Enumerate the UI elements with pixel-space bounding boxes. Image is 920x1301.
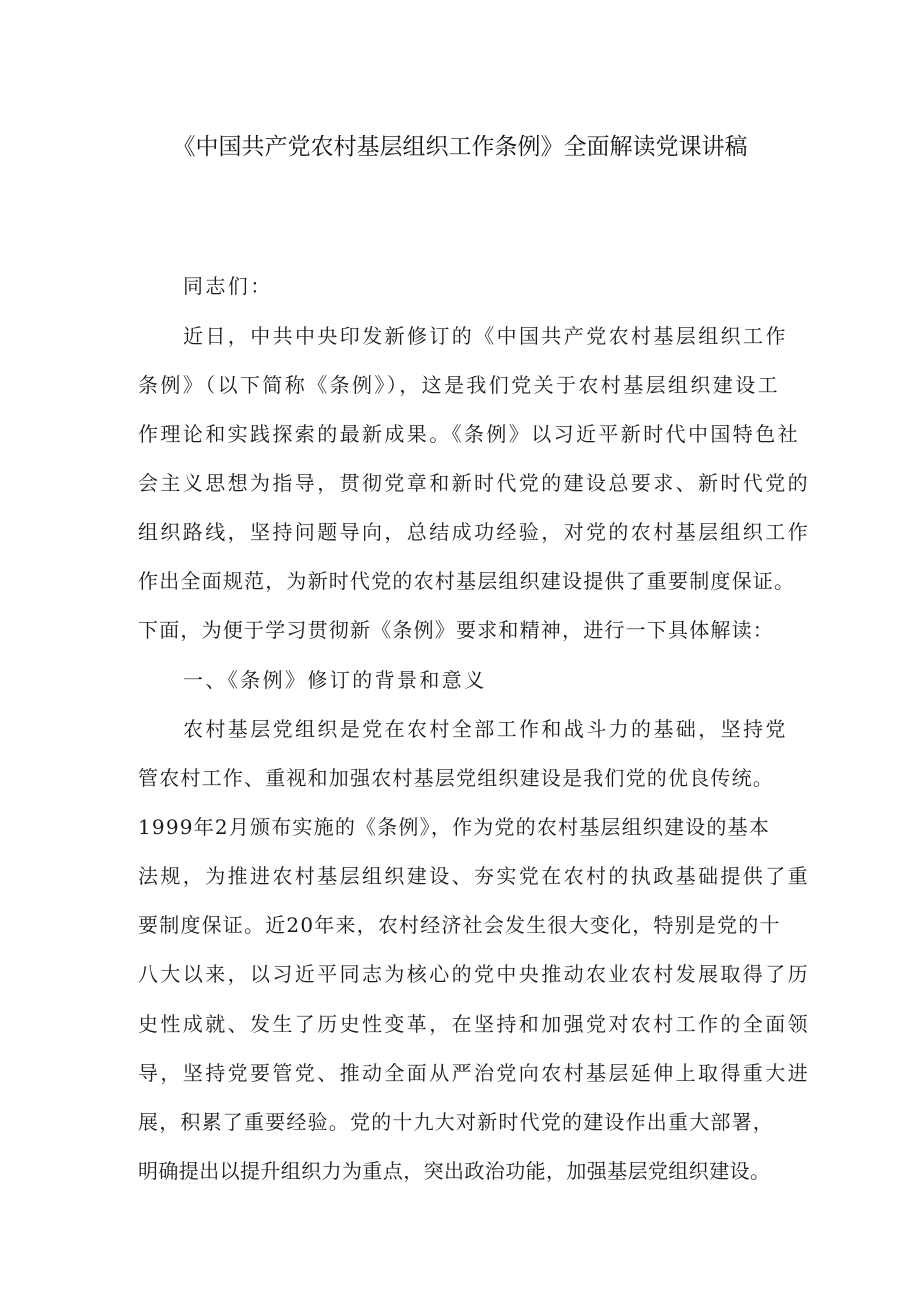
- paragraph-line: 条例》（以下简称《条例》），这是我们党关于农村基层组织建设工: [138, 373, 780, 397]
- document-title: 《中国共产党农村基层组织工作条例》全面解读党课讲稿: [172, 134, 748, 160]
- paragraph-line: 近日，中共中央印发新修订的《中国共产党农村基层组织工作: [183, 324, 788, 348]
- paragraph-line: 农村基层党组织是党在农村全部工作和战斗力的基础，坚持党: [183, 717, 788, 741]
- paragraph-line: 作出全面规范，为新时代党的农村基层组织建设提供了重要制度保证。: [138, 569, 796, 593]
- paragraph-line: 管农村工作、重视和加强农村基层党组织建设是我们党的优良传统。: [138, 766, 774, 790]
- paragraph-line: 法规，为推进农村基层组织建设、夯实党在农村的执政基础提供了重: [138, 864, 810, 888]
- paragraph-line: 展，积累了重要经验。党的十九大对新时代党的建设作出重大部署，: [138, 1110, 774, 1134]
- paragraph-line: 要制度保证。近20年来，农村经济社会发生很大变化，特别是党的十: [138, 913, 781, 937]
- section-heading: 一、《条例》修订的背景和意义: [183, 668, 487, 692]
- salutation-line: 同志们：: [183, 274, 273, 298]
- paragraph-line: 明确提出以提升组织力为重点，突出政治功能，加强基层党组织建设。: [138, 1159, 771, 1183]
- paragraph-line: 导，坚持党要管党、推动全面从严治党向农村基层延伸上取得重大进: [138, 1061, 810, 1085]
- paragraph-line: 1999年2月颁布实施的《条例》，作为党的农村基层组织建设的基本: [138, 815, 771, 839]
- paragraph-line: 下面，为便于学习贯彻新《条例》要求和精神，进行一下具体解读：: [138, 618, 774, 642]
- paragraph-line: 组织路线，坚持问题导向，总结成功经验，对党的农村基层组织工作: [138, 520, 810, 544]
- paragraph-line: 八大以来，以习近平同志为核心的党中央推动农业农村发展取得了历: [138, 962, 810, 986]
- paragraph-line: 会主义思想为指导，贯彻党章和新时代党的建设总要求、新时代党的: [138, 471, 810, 495]
- paragraph-line: 史性成就、发生了历史性变革，在坚持和加强党对农村工作的全面领: [138, 1012, 810, 1036]
- paragraph-line: 作理论和实践探索的最新成果。《条例》以习近平新时代中国特色社: [138, 422, 800, 446]
